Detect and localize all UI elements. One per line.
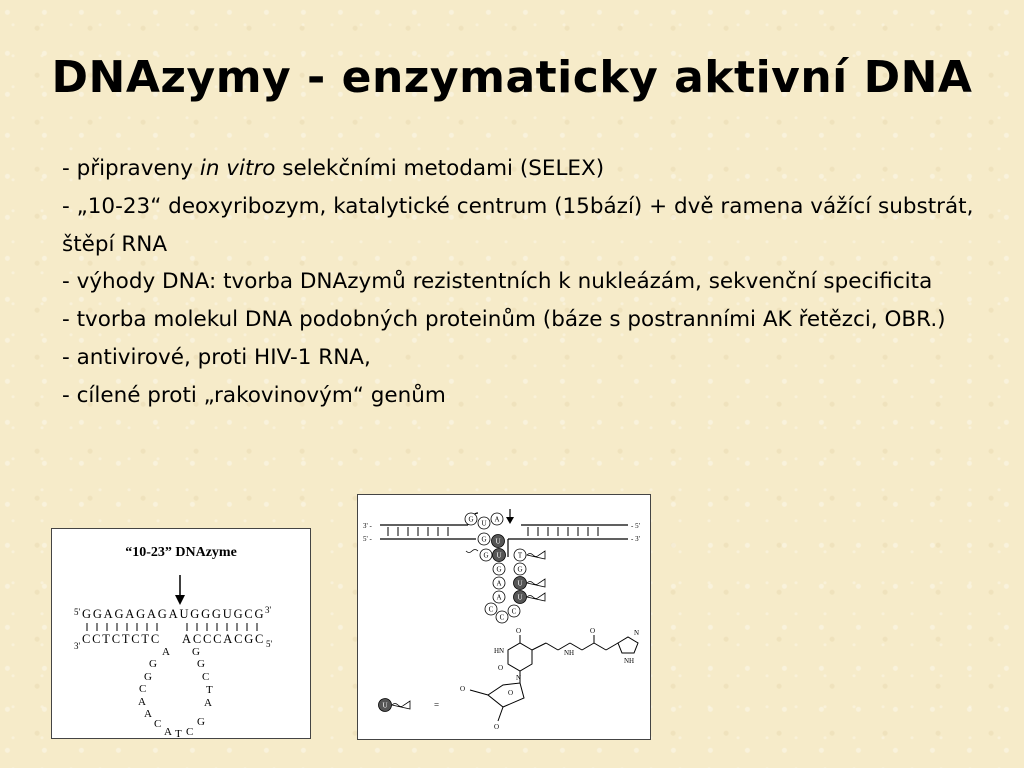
svg-text:T: T — [206, 684, 213, 696]
svg-text:C: C — [499, 613, 505, 622]
modified-dnazyme-svg — [358, 495, 650, 739]
catalytic-loop-bottom — [164, 726, 193, 738]
svg-text:G: G — [149, 658, 157, 670]
top-bases — [465, 513, 503, 529]
svg-text:C: C — [186, 726, 194, 738]
end-3-top: 3' — [265, 605, 272, 615]
svg-text:C: C — [488, 605, 494, 614]
svg-text:U: U — [496, 551, 502, 560]
catalytic-loop-left — [138, 658, 161, 730]
svg-text:G: G — [144, 671, 152, 683]
base-pair-lines — [87, 623, 257, 631]
svg-text:O: O — [516, 627, 522, 635]
svg-text:G: G — [468, 515, 474, 524]
svg-text:A: A — [496, 579, 502, 588]
legend — [379, 699, 440, 712]
svg-text:U: U — [481, 519, 487, 528]
svg-text:G: G — [481, 535, 487, 544]
end-3-bottom: 3' — [74, 641, 81, 651]
slide-title: DNAzymy - enzymaticky aktivní DNA — [51, 52, 973, 103]
bullet-2: - „10-23“ deoxyribozym, katalytické centrum (15bází) + dvě ramena vážící substrát, štěpí RNA — [62, 193, 974, 257]
svg-text:A: A — [164, 726, 172, 738]
bullet-3: - výhody DNA: tvorba DNAzymů rezistentních k nukleázám, sekvenční specificita — [62, 269, 933, 295]
svg-text:=: = — [434, 700, 440, 710]
end-5-bottom: 5' — [266, 639, 273, 649]
bullet-1-italic: in vitro — [199, 156, 276, 181]
bullet-6: - cílené proti „rakovinovým“ genům — [62, 382, 446, 408]
cleavage-arrowhead-icon — [175, 595, 185, 605]
stem-bases — [478, 533, 505, 548]
svg-text:C: C — [139, 683, 147, 695]
svg-text:O: O — [508, 689, 514, 697]
figure1-title: “10-23” DNAzyme — [125, 545, 237, 560]
svg-text:O: O — [498, 664, 504, 672]
svg-text:N: N — [624, 657, 630, 665]
svg-text:U: U — [495, 537, 501, 546]
svg-text:O: O — [590, 627, 596, 635]
svg-text:C: C — [154, 718, 162, 730]
svg-text:NH: NH — [564, 649, 575, 657]
svg-text:T: T — [517, 551, 523, 560]
svg-text:G: G — [197, 658, 205, 670]
svg-text:A: A — [494, 515, 500, 524]
svg-text:- 3': - 3' — [631, 535, 640, 543]
svg-text:U: U — [517, 579, 523, 588]
chemical-labels — [460, 627, 639, 731]
svg-text:C: C — [511, 607, 517, 616]
svg-text:H: H — [629, 657, 635, 665]
svg-text:G: G — [483, 551, 489, 560]
svg-text:A: A — [204, 697, 212, 709]
dnazyme-diagram-svg — [52, 529, 310, 738]
catalytic-loop-right — [197, 658, 213, 728]
slide-body — [62, 150, 1002, 415]
svg-text:T: T — [175, 728, 182, 738]
svg-text:C: C — [202, 671, 210, 683]
svg-text:G: G — [517, 565, 523, 574]
bullet-1: - připraveny in vitro selekčními metodami (SELEX) — [62, 156, 605, 181]
svg-text:G: G — [197, 716, 205, 728]
svg-text:A: A — [496, 593, 502, 602]
svg-text:A: A — [138, 696, 146, 708]
modified-dnazyme-figure — [357, 494, 651, 740]
loop-top-left: A — [162, 646, 170, 658]
pairing-ticks — [388, 527, 598, 536]
bottom-strand-right: ACCCACGC — [182, 632, 266, 646]
bullet-5: - antivirové, proti HIV-1 RNA, — [62, 344, 371, 370]
svg-text:3' -: 3' - — [363, 522, 372, 530]
svg-text:O: O — [460, 685, 466, 693]
svg-text:O: O — [494, 723, 500, 731]
cleavage-arrowhead-icon — [506, 517, 514, 524]
svg-text:A: A — [144, 708, 152, 720]
svg-text:N: N — [634, 629, 640, 637]
loop-top-right: G — [192, 646, 200, 658]
svg-text:G: G — [496, 565, 502, 574]
svg-text:U: U — [517, 593, 523, 602]
top-strand: GGAGAGAGAUGGGUGCG — [82, 607, 266, 621]
svg-text:N: N — [516, 674, 522, 682]
bottom-strand-left: CCTCTCTC — [82, 632, 161, 646]
bullet-4: - tvorba molekul DNA podobných proteinům (báze s postranními AK řetězci, OBR.) — [62, 307, 946, 333]
svg-text:U: U — [382, 701, 388, 710]
svg-text:5' -: 5' - — [363, 535, 372, 543]
loop-bottom-bases — [485, 603, 520, 623]
dnazyme-diagram — [51, 528, 311, 739]
svg-text:HN: HN — [494, 647, 505, 655]
end-5-top: 5' — [74, 607, 81, 617]
svg-text:- 5': - 5' — [631, 522, 640, 530]
